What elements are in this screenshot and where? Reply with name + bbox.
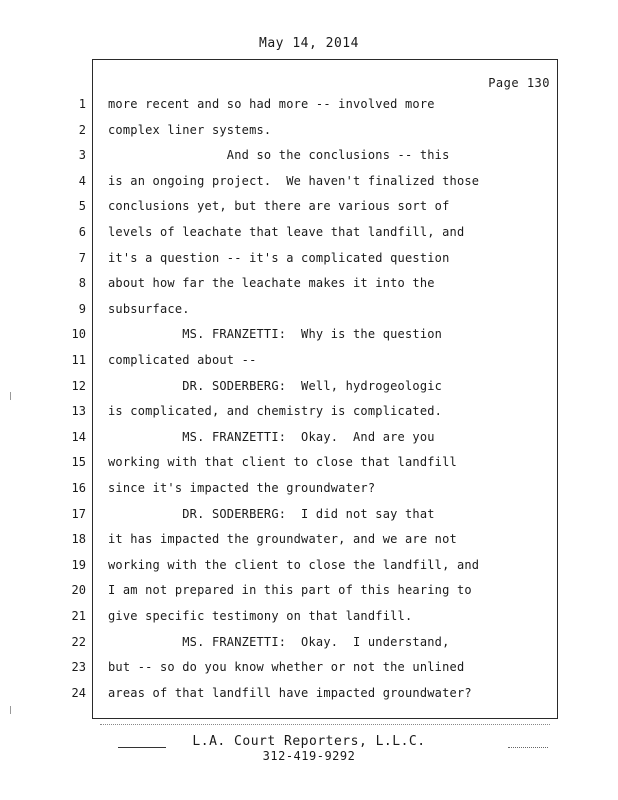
transcript-line-text: but -- so do you know whether or not the unlined	[108, 660, 465, 675]
line-number: 1	[78, 97, 86, 111]
transcript-line-text: give specific testimony on that landfill.	[108, 609, 413, 623]
bottom-dotted-rule	[100, 724, 550, 725]
transcript-line-text: MS. FRANZETTI: Why is the question	[108, 327, 443, 342]
transcript-line-text: working with the client to close the landfill, and	[108, 557, 480, 572]
line-number: 19	[71, 557, 86, 572]
line-number: 13	[71, 404, 86, 419]
line-number: 23	[71, 660, 86, 675]
court-reporter-name: L.A. Court Reporters, L.L.C.	[192, 734, 426, 749]
line-number: 5	[78, 199, 86, 214]
line-number: 16	[71, 481, 86, 495]
court-reporter-phone: 312-419-9292	[262, 749, 356, 763]
transcript-line-text: about how far the leachate makes it into the	[108, 276, 435, 291]
transcript-line-text: working with that client to close that landfill	[108, 455, 457, 470]
line-number: 8	[78, 276, 86, 291]
transcript-line-text: MS. FRANZETTI: Okay. And are you	[108, 429, 435, 444]
transcript-line-text: complex liner systems.	[108, 122, 272, 137]
line-number: 18	[71, 532, 86, 547]
scan-margin-mark	[10, 706, 15, 714]
transcript-line-text: is complicated, and chemistry is complicated.	[108, 404, 443, 419]
line-number: 17	[71, 506, 86, 521]
line-number: 3	[78, 148, 86, 163]
line-number: 15	[71, 455, 86, 470]
line-number: 6	[78, 225, 86, 239]
transcript-line-text: more recent and so had more -- involved more	[108, 97, 435, 111]
transcript-line-text: MS. FRANZETTI: Okay. I understand,	[108, 634, 450, 649]
line-number: 20	[71, 583, 86, 598]
transcript-line-text: since it's impacted the groundwater?	[108, 481, 376, 495]
line-number: 9	[78, 301, 86, 316]
transcript-line-text: areas of that landfill have impacted groundwater?	[108, 685, 472, 700]
transcript-line-text: subsurface.	[108, 301, 190, 316]
transcript-line-text: it's a question -- it's a complicated question	[108, 250, 450, 265]
transcript-line-text: DR. SODERBERG: Well, hydrogeologic	[108, 378, 443, 393]
line-number: 14	[71, 429, 86, 444]
page-number: Page 130	[488, 76, 550, 90]
transcript-line-text: levels of leachate that leave that landfill, and	[108, 225, 465, 239]
transcript-line-text: DR. SODERBERG: I did not say that	[108, 506, 435, 521]
line-number: 24	[71, 685, 86, 700]
line-number: 10	[71, 327, 86, 342]
transcript-date: May 14, 2014	[259, 36, 359, 51]
transcript-line-text: And so the conclusions -- this	[108, 148, 450, 163]
line-number: 4	[78, 173, 86, 188]
line-number: 11	[71, 353, 86, 367]
line-number: 2	[78, 122, 86, 137]
transcript-line-text: it has impacted the groundwater, and we are not	[108, 532, 457, 547]
line-number: 22	[71, 634, 86, 649]
line-number: 7	[78, 250, 86, 265]
line-number: 21	[71, 609, 86, 623]
transcript-line-text: complicated about --	[108, 353, 257, 367]
transcript-line-text: conclusions yet, but there are various sort of	[108, 199, 450, 214]
transcript-line-text: I am not prepared in this part of this hearing to	[108, 583, 472, 598]
scan-margin-mark	[10, 392, 15, 400]
line-number: 12	[71, 378, 86, 393]
transcript-line-text: is an ongoing project. We haven't finalized those	[108, 173, 480, 188]
